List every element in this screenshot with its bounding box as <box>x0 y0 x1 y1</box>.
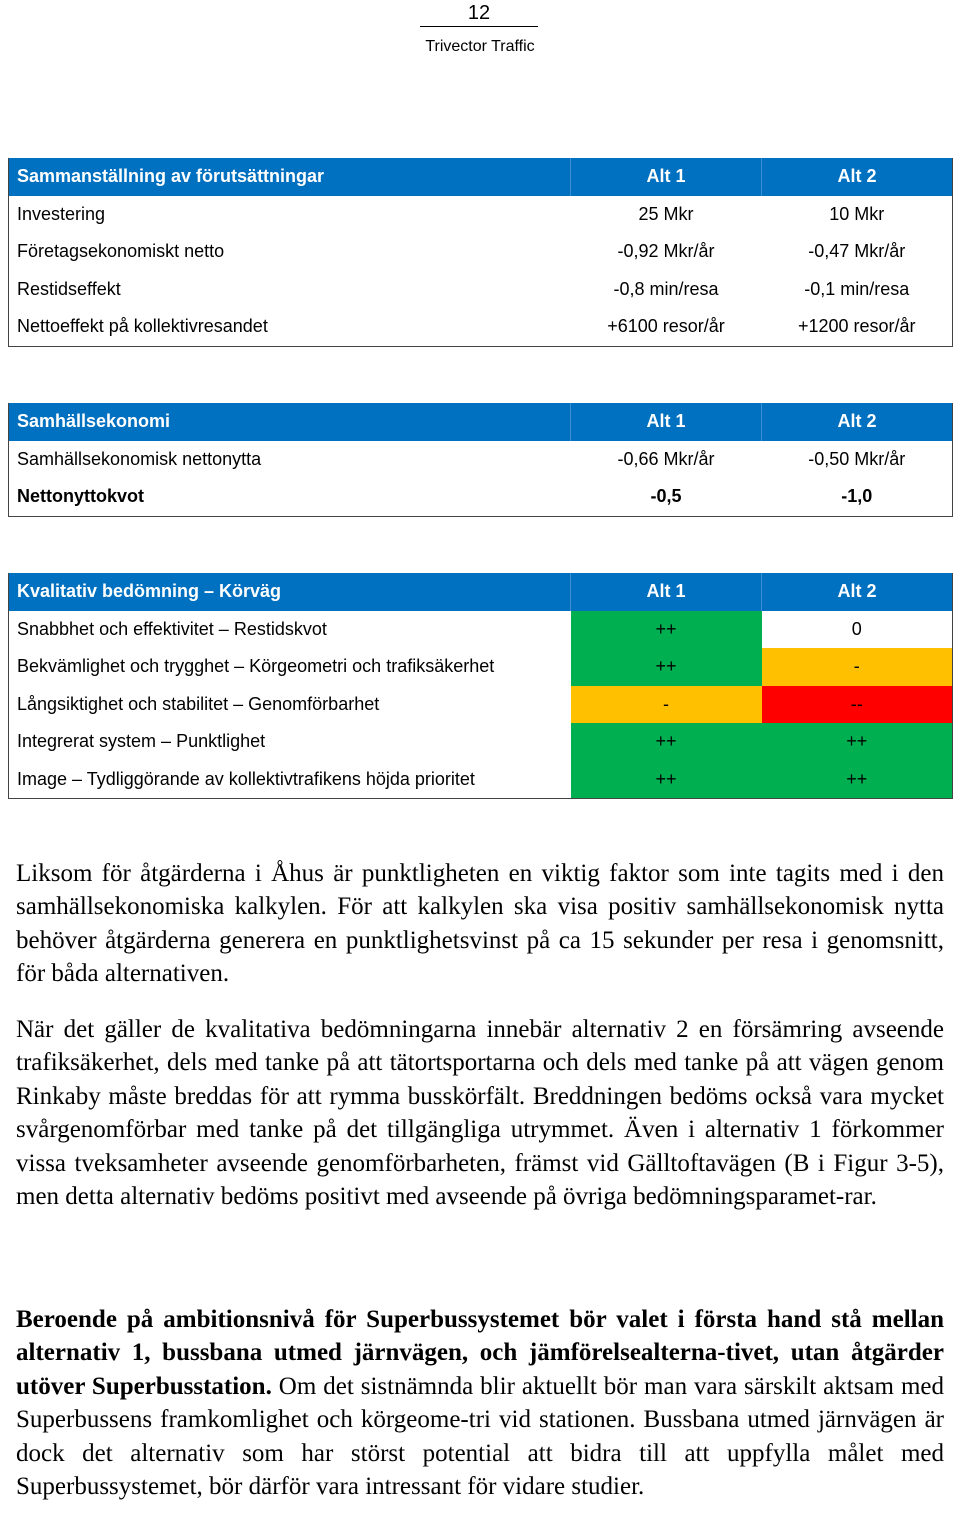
alt1-value: -0,8 min/resa <box>613 278 719 299</box>
paragraph-punctuality: Liksom för åtgärderna i Åhus är punktligheten en viktig faktor som inte tagits med i den samhällsekonomiska kalkylen. För att kalkylen ska visa positiv samhällsekonomisk nytta behöver åtgärderna generera en punktlighetsvinst på ca 15 sekunder per resa i genomsnitt, för båda alternativen. <box>16 860 944 988</box>
alt1-value: -0,66 Mkr/år <box>617 448 715 469</box>
col-alt1-header: Alt 1 <box>571 158 762 196</box>
row-label: Samhällsekonomisk nettonytta <box>17 448 262 469</box>
table-row <box>9 648 953 686</box>
alt2-rating: ++ <box>762 761 953 799</box>
paragraph-conclusion <box>16 1303 944 1503</box>
alt2-value: -1,0 <box>841 486 873 507</box>
socioeconomic-table <box>8 403 953 517</box>
alt2-rating: - <box>762 648 953 686</box>
alt2-value: 10 Mkr <box>829 203 885 224</box>
col-alt1-header: Alt 1 <box>571 573 762 611</box>
alt1-value: 25 Mkr <box>638 203 694 224</box>
row-label: Företagsekonomiskt netto <box>17 241 225 262</box>
row-label: Integrerat system – Punktlighet <box>17 731 266 752</box>
summary-table-title: Sammanställning av förutsättningar <box>9 158 571 196</box>
socioeconomic-table-header <box>9 403 953 441</box>
paragraph-qualitative: När det gäller de kvalitativa bedömningarna innebär alternativ 2 en försämring avseende trafiksäkerhet, dels med tanke på att tätortsportarna och dels med tanke på att vägen genom Rinkaby måste breddas för att rymma busskörfält. Breddningen bedöms också vara mycket svårgenomförbar med tanke på det tillgängliga utrymmet. Även i alternativ 1 förkommer vissa tveksamheter avseende genomförbarheten, främst vid Gälltoftavägen (B i Figur 3-5), men detta alternativ bedöms positivt med avseende på övriga bedömningsparamet-rar. <box>16 1016 944 1211</box>
qualitative-table <box>8 573 953 799</box>
conclusion-bold: Beroende på ambitionsnivå för Superbussystemet bör valet i första hand stå mellan alternativ 1, bussbana utmed järnvägen, och jämförelsealterna-tivet, utan åtgärder utöver Superbusstation. <box>16 1306 944 1400</box>
table-row <box>9 611 953 649</box>
alt1-rating: ++ <box>571 611 762 649</box>
table-row <box>9 233 953 271</box>
alt2-rating: -- <box>762 686 953 724</box>
row-label: Långsiktighet och stabilitet – Genomförbarhet <box>17 693 380 714</box>
table-row <box>9 478 953 516</box>
table-row <box>9 441 953 479</box>
alt1-value: +6100 resor/år <box>607 316 725 337</box>
col-alt2-header: Alt 2 <box>762 573 953 611</box>
col-alt2-header: Alt 2 <box>762 158 953 196</box>
row-label: Image – Tydliggörande av kollektivtrafikens höjda prioritet <box>17 768 475 789</box>
alt2-value: -0,1 min/resa <box>804 278 910 299</box>
row-label: Restidseffekt <box>17 278 121 299</box>
summary-table-header <box>9 158 953 196</box>
row-label: Nettoeffekt på kollektivresandet <box>17 316 268 337</box>
table-row <box>9 723 953 761</box>
alt1-rating: ++ <box>571 761 762 799</box>
col-alt1-header: Alt 1 <box>571 403 762 441</box>
qualitative-table-title: Kvalitativ bedömning – Körväg <box>9 573 571 611</box>
alt1-rating: - <box>571 686 762 724</box>
alt1-value: -0,5 <box>650 486 682 507</box>
summary-table <box>8 158 953 347</box>
alt1-value: -0,92 Mkr/år <box>617 241 715 262</box>
row-label: Nettonyttokvot <box>17 486 144 507</box>
conclusion-rest: Om det sistnämnda blir aktuellt bör man vara särskilt aktsam med Superbussens framkomlighet och körgeome-tri vid stationen. Bussbana utmed järnvägen är dock det alternativ som har störst potential att bidra till att uppfylla målet med Superbussystemet, bör därför vara intressant för vidare studier. <box>16 1372 944 1501</box>
page-number: 12 <box>420 0 538 27</box>
col-alt2-header: Alt 2 <box>762 403 953 441</box>
alt1-rating: ++ <box>571 723 762 761</box>
row-label: Investering <box>17 203 106 224</box>
qualitative-table-header <box>9 573 953 611</box>
table-row <box>9 686 953 724</box>
table-row <box>9 196 953 234</box>
alt2-value: -0,47 Mkr/år <box>808 241 906 262</box>
alt2-value: +1200 resor/år <box>797 316 916 337</box>
row-label: Snabbhet och effektivitet – Restidskvot <box>17 618 327 639</box>
table-row <box>9 761 953 799</box>
alt1-rating: ++ <box>571 648 762 686</box>
table-row <box>9 308 953 346</box>
organization-name: Trivector Traffic <box>425 38 535 55</box>
alt2-rating: ++ <box>762 723 953 761</box>
alt2-rating: 0 <box>851 618 862 639</box>
row-label: Bekvämlighet och trygghet – Körgeometri och trafiksäkerhet <box>17 656 495 677</box>
table-row <box>9 271 953 309</box>
alt2-value: -0,50 Mkr/år <box>808 448 906 469</box>
socioeconomic-table-title: Samhällsekonomi <box>9 403 571 441</box>
